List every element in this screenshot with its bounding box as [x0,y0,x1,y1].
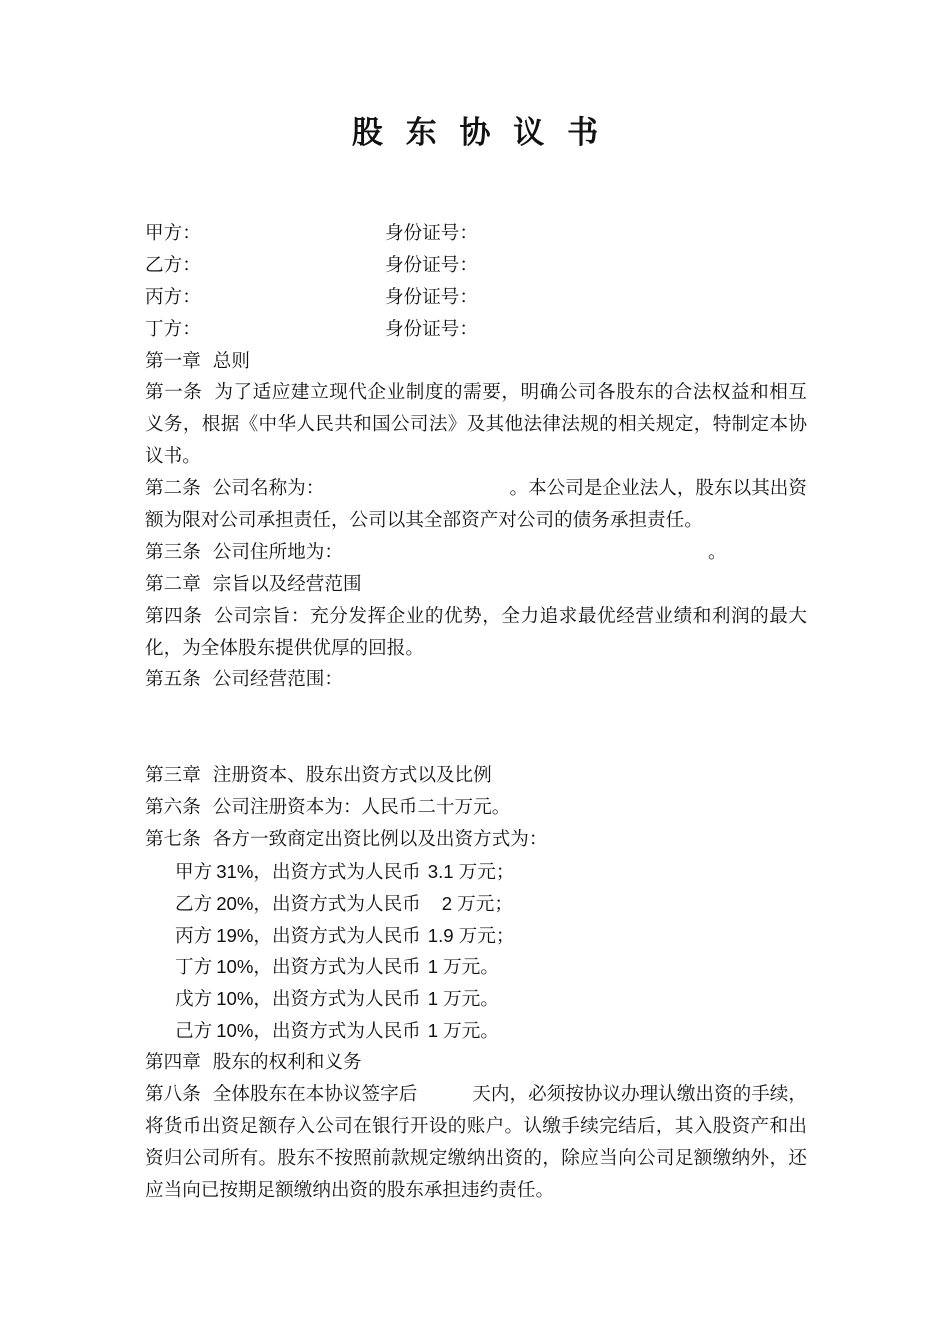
party-label: 丁方： [145,318,201,340]
party-row [145,282,807,314]
article-line: 应当向已按期足额缴纳出资的股东承担违约责任。 [145,1179,555,1201]
contribution-method: ，出资方式为人民币 [253,925,421,947]
amount-unit: 万元。 [443,989,499,1011]
contribution-method: ，出资方式为人民币 [253,893,421,915]
article-number: 第八条 [145,1084,201,1106]
article-line [145,664,807,696]
contribution-amount: 1 [427,1020,439,1042]
party-row [145,218,807,250]
article-line: 资归公司所有。股东不按照前款规定缴纳出资的，除应当向公司足额缴纳外，还 [145,1147,807,1169]
article-line: 化，为全体股东提供优厚的回报。 [145,637,424,659]
article-text: 全体股东在本协议签字后 [212,1084,418,1106]
share-row [145,856,807,888]
article-line: 义务，根据《中华人民共和国公司法》及其他法律法规的相关规定，特制定本协 [145,414,807,436]
id-number-label: 身份证号： [385,223,478,244]
share-percent: 20% [216,892,254,914]
chapter-title: 宗旨以及经营范围 [212,573,362,595]
article-text: 各方一致商定出资比例以及出资方式为： [212,828,548,850]
shareholder-name: 乙方 [175,893,213,915]
chapter-heading [145,760,807,792]
share-row [145,983,807,1015]
article-number: 第七条 [145,828,201,850]
days-blank [417,1079,472,1111]
contribution-amount: 1 [427,988,439,1010]
chapter-number: 第二章 [145,573,201,595]
address-end-mark: 。 [708,541,727,563]
id-number-label: 身份证号： [385,286,478,308]
chapter-number: 第一章 [145,350,201,372]
share-percent: 10% [216,956,254,978]
article-text: 公司宗旨：充分发挥企业的优势，全力追求最优经营业绩和利润的最大 [214,605,807,627]
address-label: 公司住所地为： [212,541,343,563]
article-line [145,1079,807,1111]
shareholder-name: 丙方 [175,925,213,947]
share-row [145,951,807,983]
share-row [145,920,807,952]
shareholder-name: 戊方 [175,989,213,1011]
party-row [145,250,807,282]
document-title: 股 东 协 议 书 [351,115,605,151]
article-text: 天内，必须按协议办理认缴出资的手续， [472,1084,807,1106]
contribution-amount: 2 [441,892,453,914]
amount-unit: 万元。 [443,1021,499,1043]
share-percent: 31% [216,860,254,882]
company-name-label: 公司名称为： [212,478,325,500]
id-number-label: 身份证号： [385,254,478,276]
article-number: 第四条 [145,605,203,627]
share-percent: 10% [216,1020,254,1042]
article-line: 将货币出资足额存入公司在银行开设的账户。认缴手续完结后，其入股资产和出 [145,1115,807,1137]
article-number: 第三条 [145,541,201,563]
party-label: 丙方： [145,286,201,308]
business-scope-blank [145,728,807,760]
article-line: 议书。 [145,446,201,468]
document-body [145,218,807,1207]
contribution-method: ，出资方式为人民币 [253,861,421,883]
article-line [145,601,807,633]
party-label: 乙方： [145,254,201,276]
chapter-heading [145,1047,807,1079]
company-name-blank [324,473,509,505]
shareholder-name: 己方 [175,1021,213,1043]
amount-unit: 万元； [458,861,515,883]
party-row [145,314,807,346]
contribution-method: ，出资方式为人民币 [253,957,421,979]
business-scope-blank [145,696,807,728]
contribution-method: ，出资方式为人民币 [253,1021,421,1043]
chapter-title: 股东的权利和义务 [212,1052,362,1074]
article-line [145,792,807,824]
share-row [145,1015,807,1047]
chapter-heading [145,569,807,601]
shareholder-name: 甲方 [175,861,213,883]
contribution-amount: 1.9 [427,924,454,946]
amount-unit: 万元； [458,925,515,947]
article-line: 额为限对公司承担责任，公司以其全部资产对公司的债务承担责任。 [145,510,703,532]
article-line [145,473,807,505]
share-percent: 10% [216,988,254,1010]
share-row [145,888,807,920]
article-text: 为了适应建立现代企业制度的需要，明确公司各股东的合法权益和相互 [214,382,807,404]
article-line [145,824,807,856]
chapter-title: 注册资本、股东出资方式以及比例 [212,765,492,787]
business-scope-label: 公司经营范围： [212,669,343,691]
article-number: 第二条 [145,478,201,500]
contribution-method: ，出资方式为人民币 [253,989,421,1011]
amount-unit: 万元； [457,893,513,915]
article-lead [145,473,324,505]
party-label: 甲方： [145,223,201,244]
share-percent: 19% [216,924,254,946]
article-line [145,537,807,569]
chapter-number: 第四章 [145,1052,201,1074]
article-text: 公司注册资本为：人民币二十万元。 [212,797,511,819]
contribution-amount: 3.1 [427,860,454,882]
article-number: 第六条 [145,797,201,819]
contribution-amount: 1 [427,956,439,978]
article-text: 。本公司是企业法人，股东以其出资 [509,478,807,500]
chapter-heading [145,346,807,378]
article-lead [145,1079,417,1111]
shareholder-name: 丁方 [175,957,213,979]
id-number-label: 身份证号： [385,318,478,340]
article-number: 第五条 [145,669,201,691]
article-number: 第一条 [145,382,203,404]
amount-unit: 万元。 [443,957,499,979]
chapter-number: 第三章 [145,765,201,787]
article-line [145,377,807,409]
chapter-title: 总则 [212,350,250,372]
